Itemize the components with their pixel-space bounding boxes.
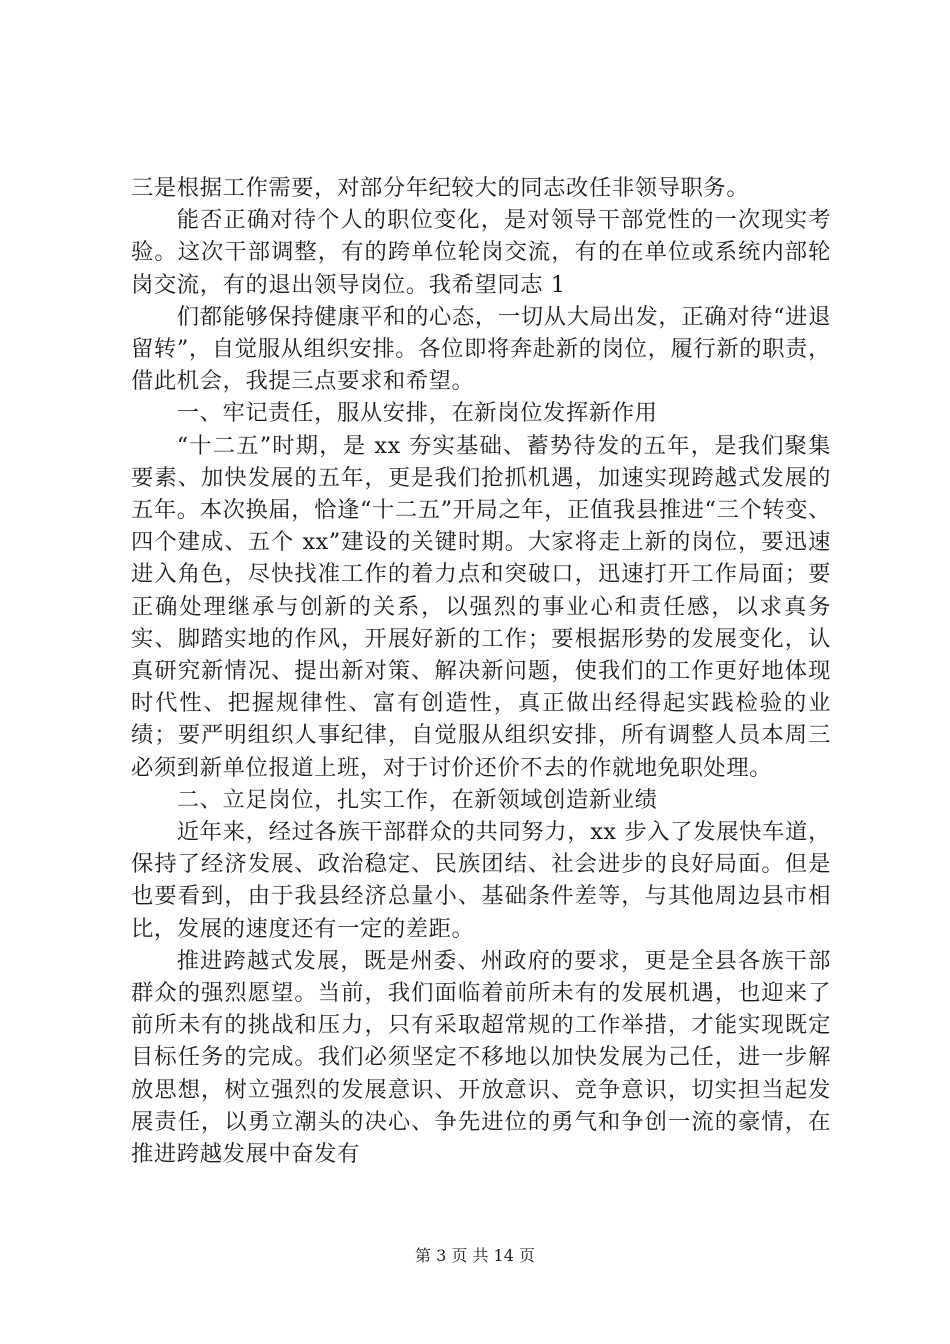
section-heading-2: 二、立足岗位，扎实工作，在新领域创造新业绩 [176,786,658,813]
paragraph-6: 推进跨越式发展，既是州委、州政府的要求，更是全县各族干部群众的强烈愿望。当前，我们面临着前所未有的发展机遇，也迎来了前所未有的挑战和压力，只有采取超常规的工作举措，才能实现既定目标任务的完成。我们必须坚定不移地以加快发展为己任，进一步解放思想，树立强烈的发展意识、开放意识、竞争意识，切实担当起发展责任，以勇立潮头的决心、争先进位的勇气和争创一流的豪情，在推进跨越发展中奋发有 [131,947,831,1168]
paragraph-3: 们都能够保持健康平和的心态，一切从大局出发，正确对待“进退留转”，自觉服从组织安排。各位即将奔赴新的岗位，履行新的职责，借此机会，我提三点要求和希望。 [131,303,831,395]
page-number-footer: 第 3 页 共 14 页 [415,1246,535,1265]
paragraph-4: “十二五”时期，是 xx 夯实基础、蓄势待发的五年，是我们聚集要素、加快发展的五年，更是我们抢抓机遇，加速实现跨越式发展的五年。本次换届，恰逢“十二五”开局之年，正值我县推进“三个转变、四个建成、五个 xx”建设的关键时期。大家将走上新的岗位，要迅速进入角色，尽快找准工作的着力点和突破口，迅速打开工作局面；要正确处理继承与创新的关系，以强烈的事业心和责任感，以求真务实、脚踏实地的作风，开展好新的工作；要根据形势的发展变化，认真研究新情况、提出新对策、解决新问题，使我们的工作更好地体现时代性、把握规律性、富有创造性，真正做出经得起实践检验的业绩；要严明组织人事纪律，自觉服从组织安排，所有调整人员本周三必须到新单位报道上班，对于讨价还价不去的作就地免职处理。 [131,432,832,781]
paragraph-5: 近年来，经过各族干部群众的共同努力，xx 步入了发展快车道，保持了经济发展、政治稳定、民族团结、社会进步的良好局面。但是也要看到，由于我县经济总量小、基础条件差等，与其他周边县市相比，发展的速度还有一定的差距。 [131,819,831,942]
section-heading-1: 一、牢记责任，服从安排，在新岗位发挥新作用 [176,400,658,427]
document-body [131,172,831,1170]
paragraph-1: 三是根据工作需要，对部分年纪较大的同志改任非领导职务。 [131,175,750,201]
paragraph-2: 能否正确对待个人的职位变化，是对领导干部党性的一次现实考验。这次干部调整，有的跨单位轮岗交流，有的在单位或系统内部轮岗交流，有的退出领导岗位。我希望同志 1 [131,207,831,298]
